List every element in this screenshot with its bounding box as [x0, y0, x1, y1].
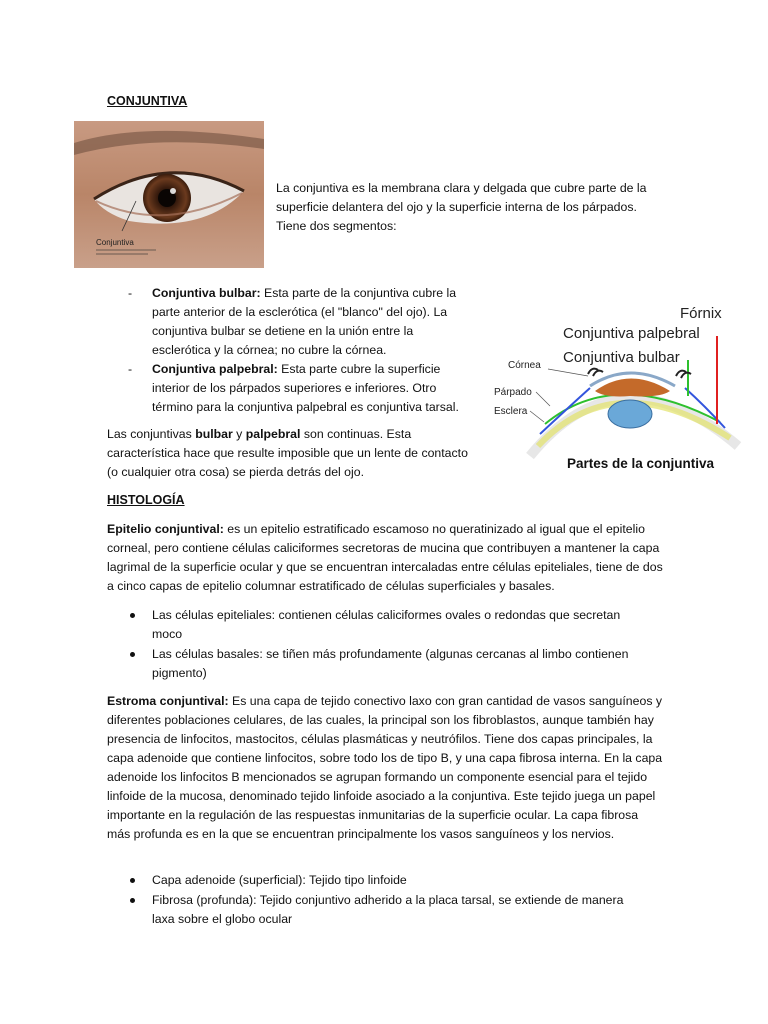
list-item-text: Las células basales: se tiñen más profundamente (algunas cercanas al limbo contienen pigmento) — [152, 647, 629, 680]
list-item-text: Fibrosa (profunda): Tejido conjuntivo adherido a la placa tarsal, se extiende de manera laxa sobre el globo ocular — [152, 893, 624, 926]
label-cornea: Córnea — [508, 360, 541, 371]
label-palpebral: Conjuntiva palpebral — [563, 325, 700, 342]
bullet-dot — [130, 652, 135, 657]
photo-label: Conjuntiva — [96, 238, 134, 247]
conjunctiva-diagram — [490, 296, 752, 476]
list-item — [128, 891, 648, 929]
segment-text: Esta parte de la conjuntiva cubre la parte anterior de la esclerótica (el "blanco" del ojo). La conjuntiva bulbar se detiene en la unión entre la esclerótica y la córnea; no cubre la córnea. — [152, 286, 457, 357]
estroma-list — [128, 871, 648, 929]
label-fornix: Fórnix — [680, 305, 722, 322]
estroma-term: Estroma conjuntival: — [107, 694, 229, 708]
segment-term: Conjuntiva bulbar: — [152, 286, 261, 300]
continuity-term: bulbar — [195, 427, 233, 441]
label-esclera: Esclera — [494, 406, 528, 417]
estroma-paragraph — [107, 692, 663, 844]
epitelio-term: Epitelio conjuntival: — [107, 522, 224, 536]
intro-paragraph: La conjuntiva es la membrana clara y delgada que cubre parte de la superficie delantera del ojo y la superficie interna de los párpados. Tiene dos segmentos: — [276, 181, 647, 233]
label-bulbar: Conjuntiva bulbar — [563, 349, 680, 366]
list-item — [128, 871, 648, 890]
epitelio-paragraph — [107, 520, 663, 596]
continuity-text: son continuas. Esta característica hace que resulte imposible que un lente de contacto (o cualquier otra cosa) se pierda detrás del ojo. — [107, 427, 468, 479]
continuity-text: Las conjuntivas — [107, 427, 196, 441]
list-item-text: Las células epiteliales: contienen células caliciformes ovales o redondas que secretan moco — [152, 608, 621, 641]
bullet-dot — [130, 613, 135, 618]
bullet-dot — [130, 878, 135, 883]
continuity-paragraph — [107, 425, 482, 482]
estroma-text: Es una capa de tejido conectivo laxo con gran cantidad de vasos sanguíneos y diferentes poblaciones celulares, de las cuales, la principal son los fibroblastos, aunque también hay presencia de linfocitos, mastocitos, células plasmáticas y neutrófilos. Tiene dos capas principales, la capa adenoide que contiene linfocitos, sobre todo los de tipo B, y una capa fibrosa interna. En la capa adenoide los linfocitos B mencionados se agrupan formando un componente esencial para el tejido linfoide de la mucosa, denominado tejido linfoide asociado a la conjuntiva. Este tejido juega un papel importante en la regulación de las respuestas inmunitarias de la superficie ocular. La capa fibrosa más profunda es en la que se encuentran principalmente los vasos sanguíneos y los nervios. — [107, 694, 663, 841]
page-title: CONJUNTIVA — [107, 94, 188, 108]
list-marker: - — [128, 362, 133, 376]
continuity-term: palpebral — [245, 427, 301, 441]
list-item — [128, 360, 473, 417]
label-parpado: Párpado — [494, 387, 532, 398]
bullet-dot — [130, 898, 135, 903]
histology-heading: HISTOLOGÍA — [107, 493, 185, 507]
list-item — [128, 645, 648, 683]
list-item — [128, 606, 648, 644]
list-item-text: Capa adenoide (superficial): Tejido tipo linfoide — [152, 873, 407, 887]
epitelio-text: es un epitelio estratificado escamoso no queratinizado al igual que el epitelio corneal, pero contiene células caliciformes secretoras de mucina que contribuyen a mantener la capa lagrimal de la superficie ocular y que se encuentran intercaladas entre células epiteliales, tiene de dos a cinco capas de epitelio columnar estratificado de células superficiales y basales. — [107, 522, 663, 593]
segment-text: Esta parte cubre la superficie interior de los párpados superiores e inferiores. Otro término para la conjuntiva palpebral es conjuntiva tarsal. — [152, 362, 459, 414]
diagram-title: Partes de la conjuntiva — [567, 456, 715, 471]
continuity-text: y — [232, 427, 246, 441]
eye-photo — [74, 121, 264, 268]
segments-list — [128, 284, 473, 417]
segment-term: Conjuntiva palpebral: — [152, 362, 278, 376]
epitelio-list — [128, 606, 648, 683]
list-item — [128, 284, 473, 360]
list-marker: - — [128, 286, 133, 300]
